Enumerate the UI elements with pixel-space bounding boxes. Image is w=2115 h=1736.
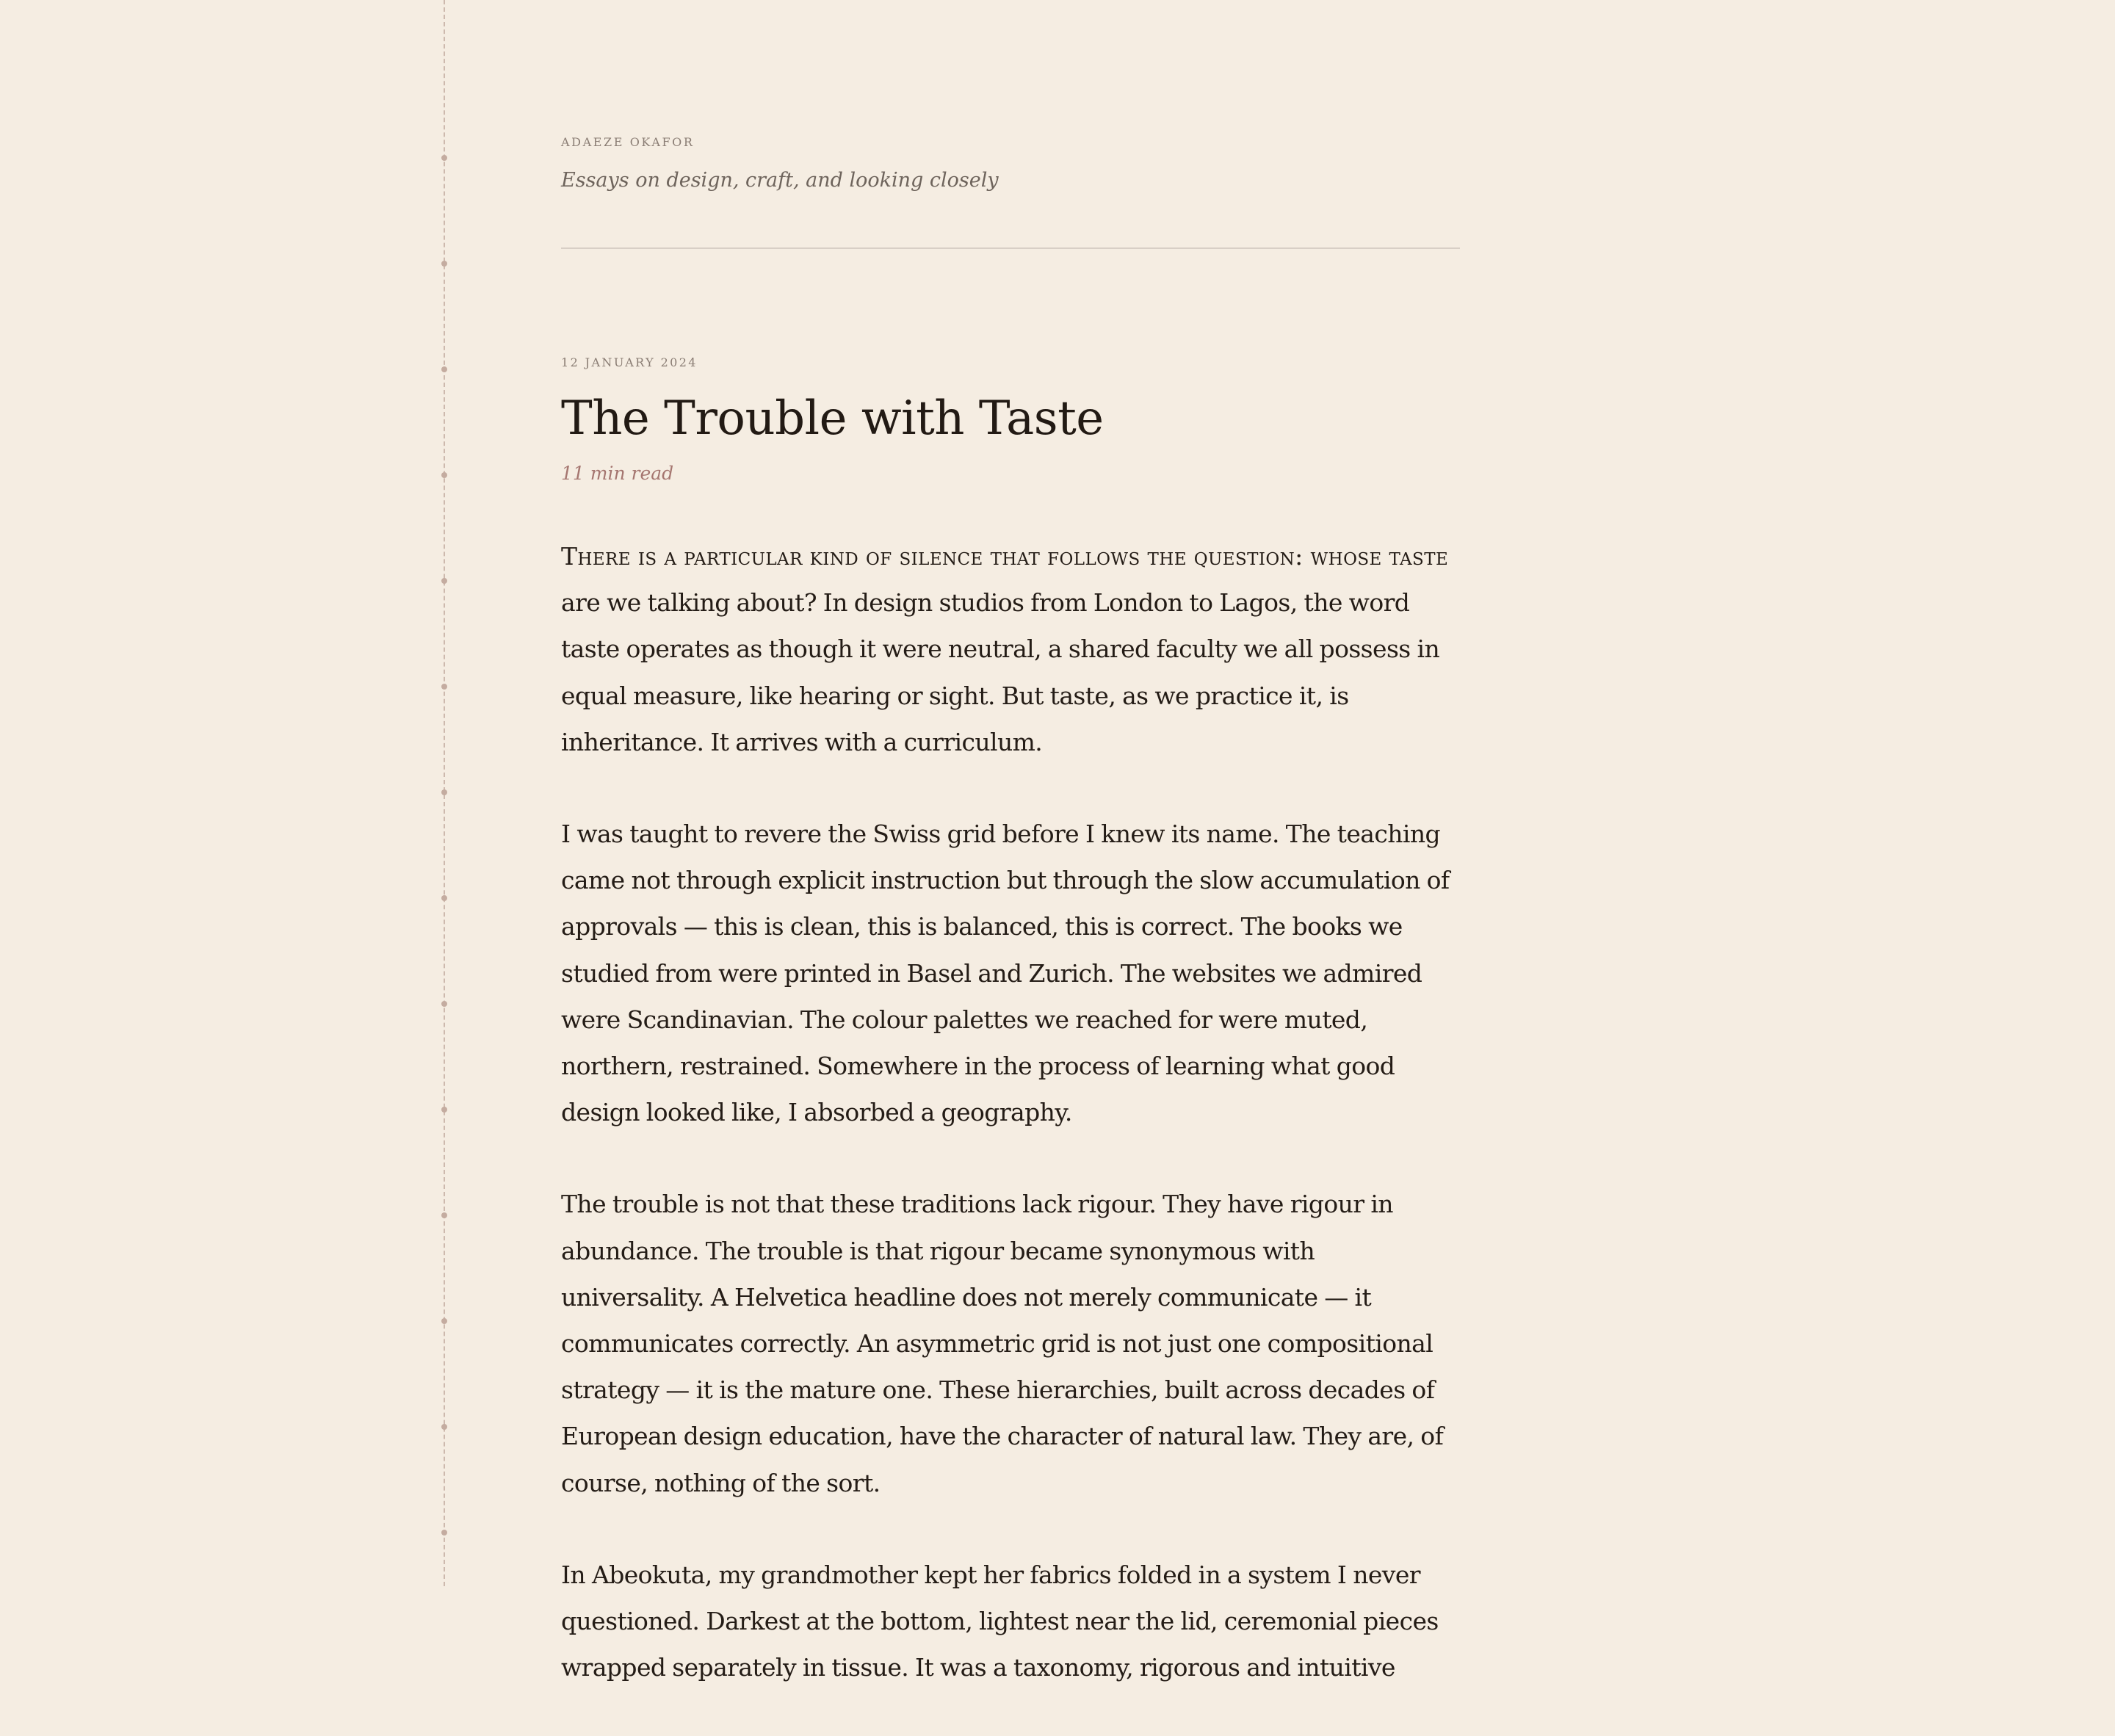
post-title: The Trouble with Taste bbox=[561, 391, 1104, 446]
margin-tick bbox=[441, 1530, 447, 1536]
margin-tick bbox=[441, 1318, 447, 1324]
paragraph: I was taught to revere the Swiss grid before I knew its name. The teaching came not through explicit instruction but through the slow accumulation of approvals — this is clean, this is balanced, this is correct. The books we studied from were printed in Basel and Zurich. The websites we admired were Scandinavian. The colour palettes we reached for were muted, northern, restrained. Somewhere in the process of learning what good design looked like, I absorbed a geography. bbox=[561, 820, 1450, 1127]
margin-tick bbox=[441, 366, 447, 372]
site-name-link[interactable]: ADAEZE OKAFOR bbox=[561, 135, 695, 149]
margin-tick bbox=[441, 895, 447, 901]
margin-tick bbox=[441, 1107, 447, 1113]
paragraph bbox=[561, 533, 1460, 765]
margin-tick bbox=[441, 1212, 447, 1218]
margin-tick bbox=[441, 155, 447, 161]
article-body bbox=[561, 533, 1460, 1736]
margin-tick bbox=[441, 789, 447, 795]
margin-tick bbox=[441, 472, 447, 478]
paragraph: In Abeokuta, my grandmother kept her fabrics folded in a system I never questioned. Darkest at the bottom, lightest near the lid, ceremonial pieces wrapped separately in tissue. It was a taxonomy, rigorous and intuitive bbox=[561, 1560, 1439, 1682]
site-tagline: Essays on design, craft, and looking closely bbox=[561, 169, 999, 192]
paragraph: The trouble is not that these traditions lack rigour. They have rigour in abundance. The trouble is that rigour became synonymous with universality. A Helvetica headline does not merely communicate — it communicates correctly. An asymmetric grid is not just one compositional strategy — it is the mature one. These hierarchies, built across decades of European design education, have the character of natural law. They are, of course, nothing of the sort. bbox=[561, 1190, 1444, 1497]
read-time: 11 min read bbox=[561, 463, 674, 484]
margin-tick bbox=[441, 1424, 447, 1430]
lede-smallcaps: There is a particular kind of silence that follows the question: whose taste bbox=[561, 542, 1449, 571]
margin-tick bbox=[441, 578, 447, 584]
margin-tick bbox=[441, 684, 447, 690]
paragraph-text: are we talking about? In design studios from London to Lagos, the word taste operates as though it were neutral, a shared faculty we all possess in equal measure, like hearing or sight. But taste, as we practice it, is inheritance. It arrives with a curriculum. bbox=[561, 588, 1440, 756]
header-divider bbox=[561, 247, 1460, 249]
margin-tick bbox=[441, 1001, 447, 1007]
margin-tick bbox=[441, 261, 447, 267]
post-date: 12 JANUARY 2024 bbox=[561, 355, 698, 369]
